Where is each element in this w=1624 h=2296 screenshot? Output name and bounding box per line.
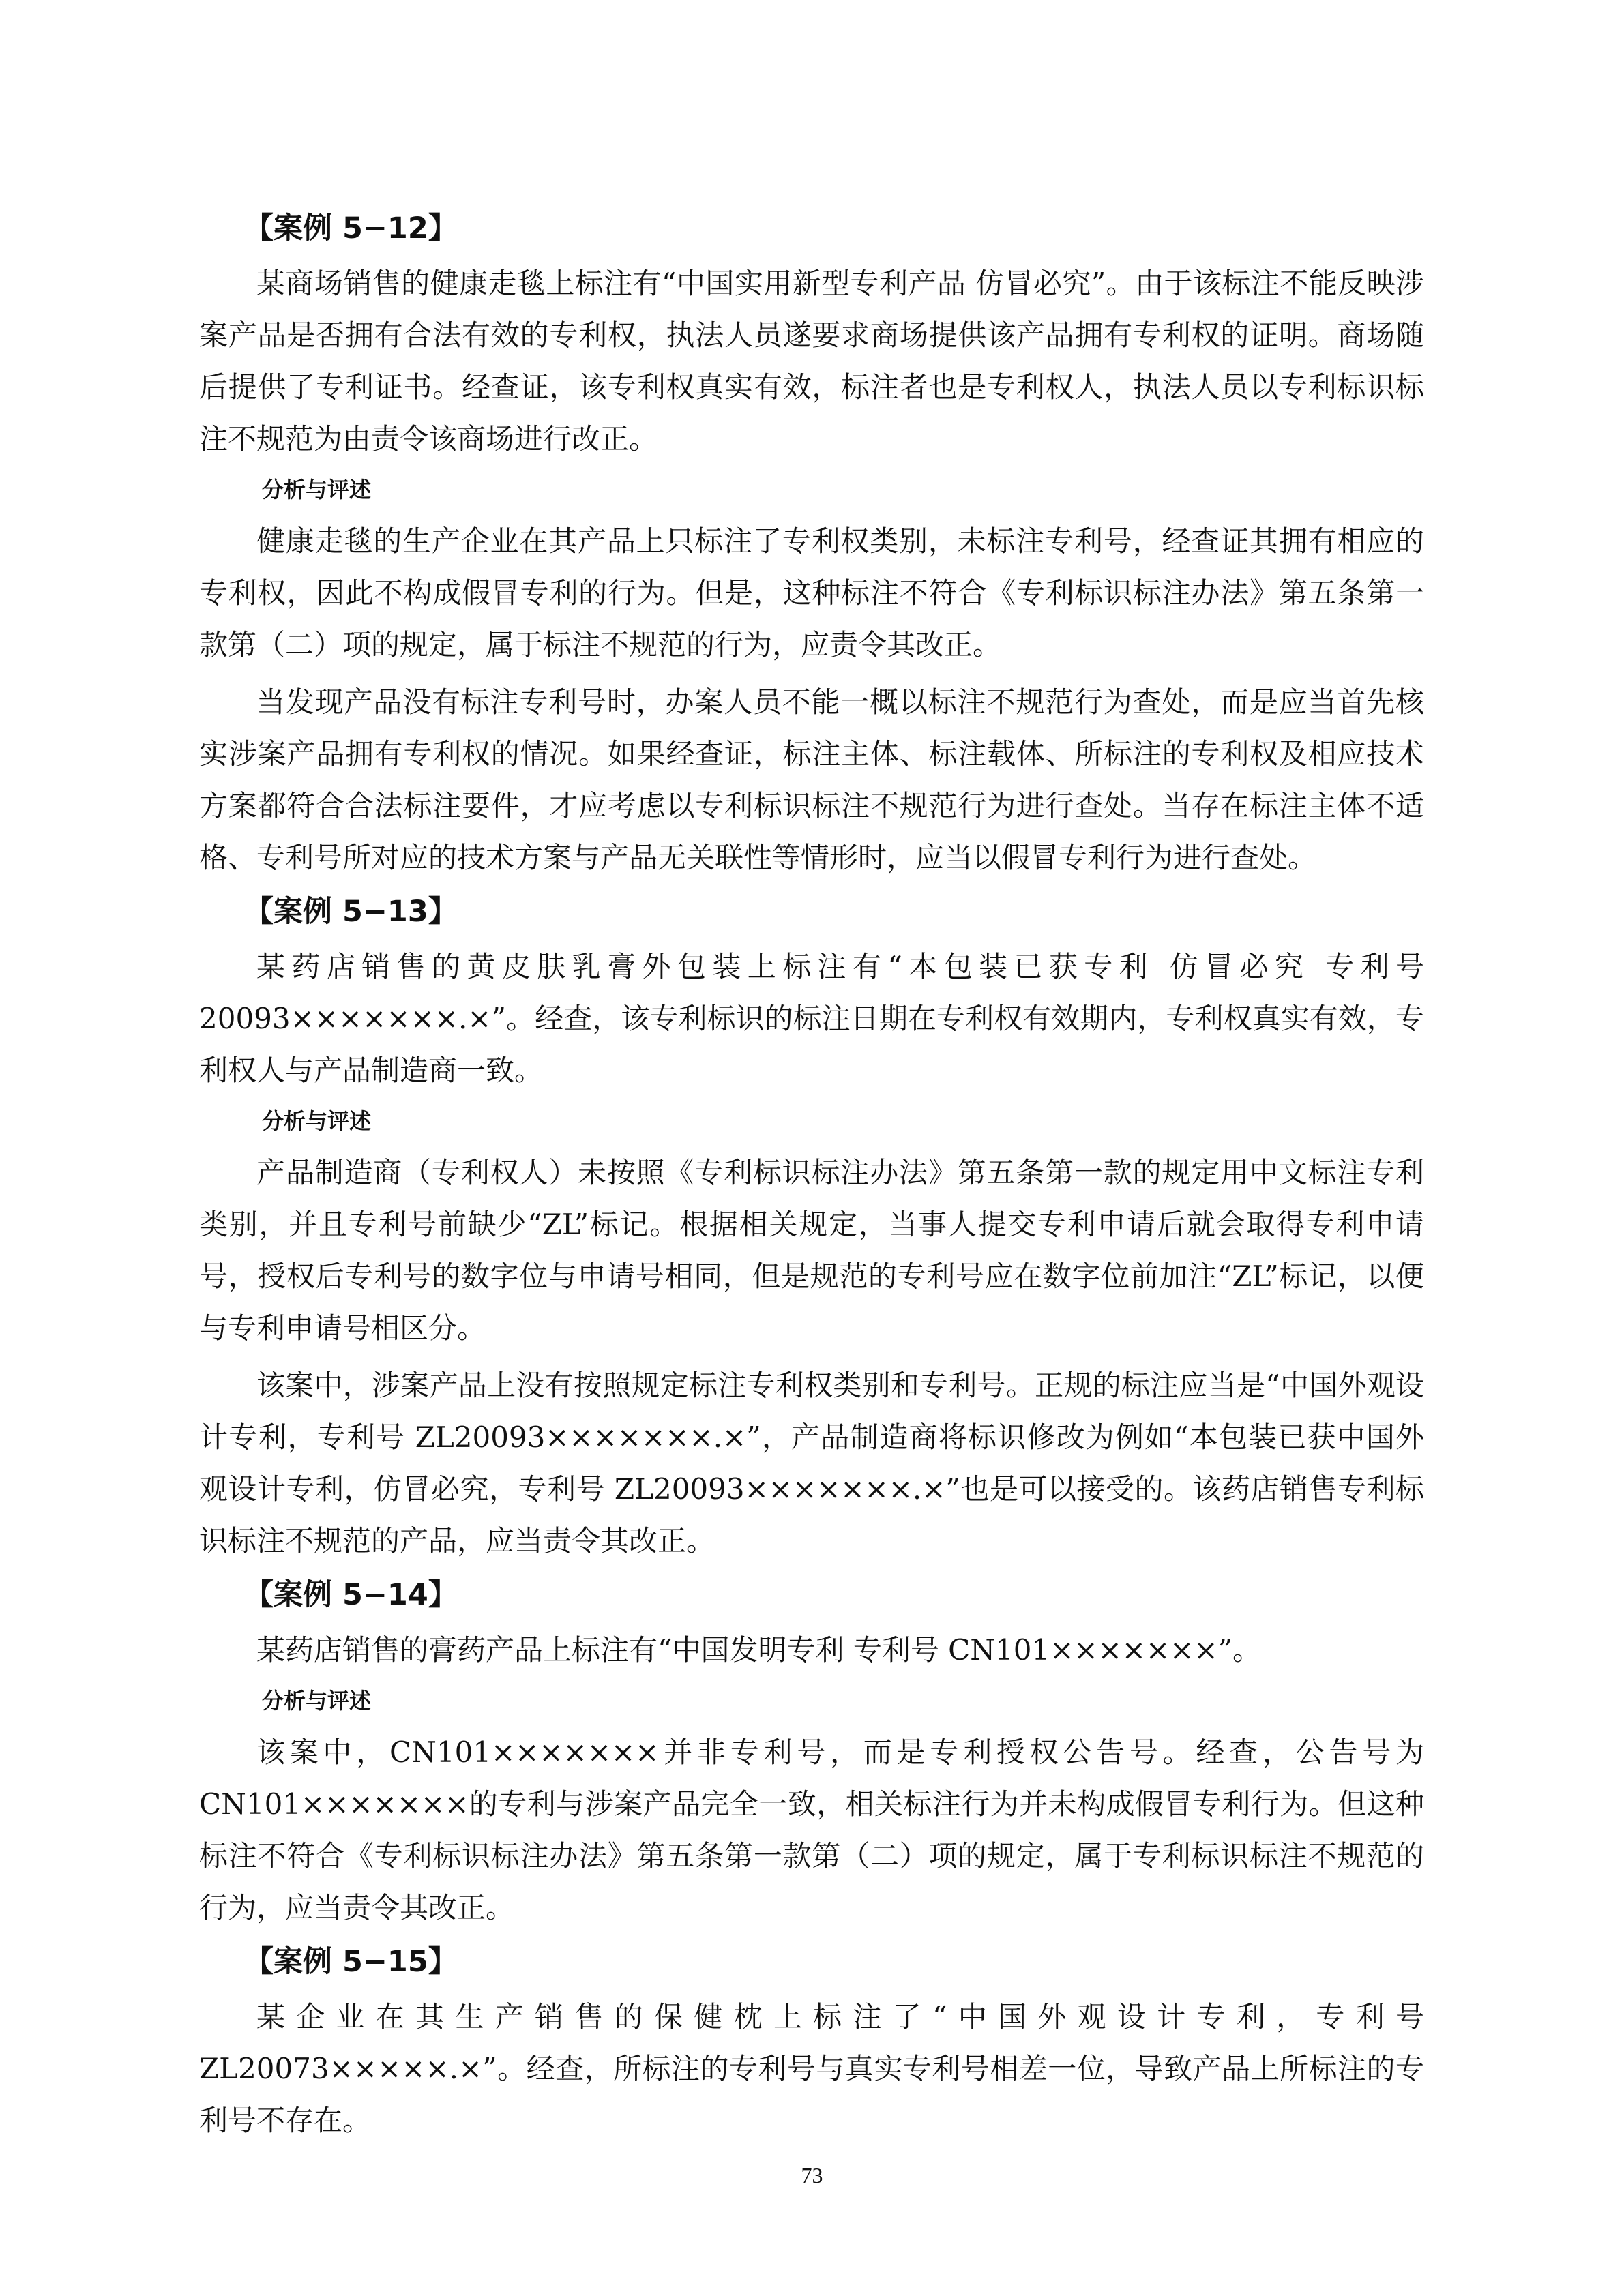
analysis-heading: 分析与评述 [262, 477, 372, 503]
case-title: 【案例 5−15】 [244, 1945, 458, 1979]
case-5-13 [199, 889, 1424, 1567]
page-number: 73 [801, 2163, 823, 2188]
analysis-paragraph: 该案中，涉案产品上没有按照规定标注专利权类别和专利号。正规的标注应当是“中国外观设计专利，专利号 ZL20093×××××××.×”，产品制造商将标识修改为例如“本包装已获中国外观设计专利，仿冒必究，专利号 ZL20093×××××××.×”也是可以接受的。该药店销售专利标识标注不规范的产品，应当责令其改正。 [199, 1369, 1424, 1557]
case-title: 【案例 5−13】 [244, 895, 458, 929]
case-title: 【案例 5−12】 [244, 211, 458, 245]
analysis-paragraph: 该案中，CN101×××××××并非专利号，而是专利授权公告号。经查，公告号为 CN101×××××××的专利与涉案产品完全一致，相关标注行为并未构成假冒专利行为。但这种标注不符合《专利标识标注办法》第五条第一款第（二）项的规定，属于专利标识标注不规范的行为，应当责令其改正。 [199, 1735, 1424, 1924]
case-description: 某药店销售的黄皮肤乳膏外包装上标注有“本包装已获专利 仿冒必究 专利号 20093×××××××.×”。经查，该专利标识的标注日期在专利权有效期内，专利权真实有效，专利权人与产品制造商一致。 [199, 950, 1424, 1087]
analysis-heading: 分析与评述 [262, 1108, 372, 1134]
case-5-15 [199, 1939, 1424, 2147]
case-description: 某企业在其生产销售的保健枕上标注了“中国外观设计专利，专利号 ZL20073×××××.×”。经查，所标注的专利号与真实专利号相差一位，导致产品上所标注的专利号不存在。 [199, 2000, 1424, 2137]
analysis-heading: 分析与评述 [262, 1688, 372, 1714]
analysis-paragraph: 健康走毯的生产企业在其产品上只标注了专利权类别，未标注专利号，经查证其拥有相应的专利权，因此不构成假冒专利的行为。但是，这种标注不符合《专利标识标注办法》第五条第一款第（二）项的规定，属于标注不规范的行为，应责令其改正。 [199, 524, 1424, 661]
analysis-paragraph: 产品制造商（专利权人）未按照《专利标识标注办法》第五条第一款的规定用中文标注专利类别，并且专利号前缺少“ZL”标记。根据相关规定，当事人提交专利申请后就会取得专利申请号，授权后专利号的数字位与申请号相同，但是规范的专利号应在数字位前加注“ZL”标记，以便与专利申请号相区分。 [199, 1156, 1424, 1345]
case-5-12 [199, 206, 1424, 884]
page-content [199, 206, 1424, 2152]
case-title: 【案例 5−14】 [244, 1578, 458, 1612]
case-description: 某商场销售的健康走毯上标注有“中国实用新型专利产品 仿冒必究”。由于该标注不能反映涉案产品是否拥有合法有效的专利权，执法人员遂要求商场提供该产品拥有专利权的证明。商场随后提供了专利证书。经查证，该专利权真实有效，标注者也是专利权人，执法人员以专利标识标注不规范为由责令该商场进行改正。 [199, 267, 1424, 456]
case-5-14 [199, 1572, 1424, 1934]
case-description: 某药店销售的膏药产品上标注有“中国发明专利 专利号 CN101×××××××”。 [256, 1633, 1262, 1667]
analysis-paragraph: 当发现产品没有标注专利号时，办案人员不能一概以标注不规范行为查处，而是应当首先核实涉案产品拥有专利权的情况。如果经查证，标注主体、标注载体、所标注的专利权及相应技术方案都符合合法标注要件，才应考虑以专利标识标注不规范行为进行查处。当存在标注主体不适格、专利号所对应的技术方案与产品无关联性等情形时，应当以假冒专利行为进行查处。 [199, 685, 1424, 874]
